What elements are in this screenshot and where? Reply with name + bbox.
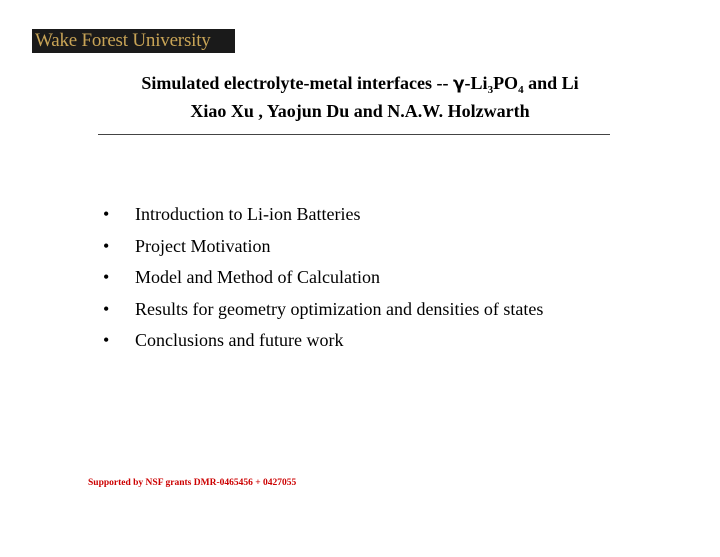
logo-text: Wake Forest University (35, 30, 211, 51)
outline-item-text: Conclusions and future work (135, 330, 344, 350)
bullet-icon: • (103, 204, 110, 224)
outline-item (100, 232, 543, 264)
bullet-icon: • (103, 330, 110, 350)
outline-item (100, 263, 543, 295)
university-logo (32, 29, 235, 53)
authors-line: Xiao Xu , Yaojun Du and N.A.W. Holzwarth (190, 101, 530, 121)
subscript-4: 4 (518, 84, 524, 96)
outline-item (100, 295, 543, 327)
formula-po: PO (493, 73, 519, 93)
outline-item-text: Project Motivation (135, 235, 271, 256)
outline-item-text: Introduction to Li-ion Batteries (135, 204, 361, 224)
slide-title (40, 70, 680, 125)
bullet-icon: • (103, 267, 110, 287)
outline-list (100, 200, 543, 358)
title-suffix: and Li (523, 73, 579, 93)
formula-li: -Li (464, 73, 488, 93)
gamma-symbol: γ (452, 74, 465, 94)
title-prefix: Simulated electrolyte-metal interfaces -- (141, 73, 453, 93)
bullet-icon: • (103, 298, 110, 319)
subscript-3: 3 (487, 84, 494, 96)
outline-item (100, 326, 543, 358)
outline-item (100, 200, 543, 232)
title-divider (98, 134, 610, 135)
title-line (40, 70, 680, 98)
bullet-icon: • (103, 235, 110, 256)
funding-note: Supported by NSF grants DMR-0465456 + 0427055 (88, 478, 297, 488)
outline-item-text: Results for geometry optimization and densities of states (135, 298, 544, 319)
outline-item-text: Model and Method of Calculation (135, 267, 380, 287)
